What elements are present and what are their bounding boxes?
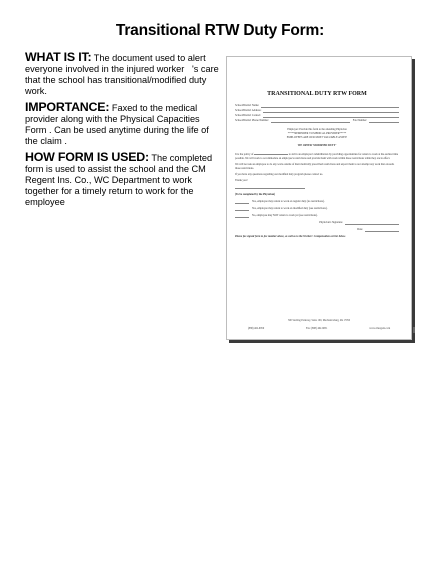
footer-fax: Fax: (888) 462-6851 <box>305 327 328 330</box>
option-modified-duty: Yes, employee may return to work on modified duty (see restrictions). <box>235 207 399 211</box>
form-title: TRANSITIONAL DUTY RTW FORM <box>267 91 367 97</box>
form-instructions: Employer: Provide this form to the attending Physician <box>287 128 347 131</box>
section-text: Faxed to the medical provider along with the Physical Capacities Form . Can be used anytime during the life of the claim . <box>25 103 209 146</box>
field-school-contact: School/District Contact: <box>235 114 399 118</box>
section-text: The completed form is used to assist the school and the CM Regent Ins. Co., WC Department to work together for a timely return to work for the employee <box>25 153 213 207</box>
section-what-is-it <box>25 52 223 97</box>
form-valuable: EMPLOYEES ARE OUR MOST VALUABLE ASSET! <box>286 136 348 139</box>
option-regular-duty: Yes, employee may return to work on regular duty (no restrictions). <box>235 200 399 204</box>
form-thumbnail <box>226 56 412 340</box>
field-school-name: School/District Name: <box>235 104 399 108</box>
footer-web: www.cmregent.com <box>369 327 391 330</box>
page-title: Transitional RTW Duty Form: <box>115 22 325 39</box>
option-no-return: No, employee may NOT return to work yet (see restrictions). <box>235 214 399 218</box>
footer-phone: (888) 462-6859 <box>247 327 265 330</box>
field-phone-fax: School/District Phone Number: Fax Number: <box>235 119 399 123</box>
physician-heading: (To be completed by the Physician) <box>235 193 275 196</box>
section-text: The document used to alert everyone involved in the injured worker 's care that the school has transitional/modified duty work. <box>25 53 219 96</box>
signature-row: Physician's Signature: <box>235 221 399 225</box>
section-importance <box>25 102 223 147</box>
form-policy: It is the policy of to aid in an employee's rehabilitation by providing opportunities for return to work at the earliest time possible. We will work to accommodate an employee's restrictions and provide them with work within those restrictions while they are in effect. <box>235 153 399 160</box>
date-row: Date: <box>235 228 399 232</box>
section-how-used <box>25 152 223 208</box>
section-heading: HOW FORM IS USED: <box>25 150 149 164</box>
field-school-address: School/District Address: <box>235 109 399 113</box>
form-offer: WE OFFER 'MODIFIED DUTY' <box>297 144 337 147</box>
return-note: Please fax signed form to fax number above, as well as to the Workers' Compensation carrier below. <box>235 235 346 238</box>
section-heading: IMPORTANCE: <box>25 100 110 114</box>
description-column <box>25 52 223 213</box>
footer-address: 300 Sterling Parkway, Suite 100, Mechanicsburg, PA 17050 <box>287 319 351 322</box>
form-thanks: Thank you! <box>235 179 248 182</box>
footer-contacts <box>227 327 411 331</box>
form-reminder: *****REMINDER TO MEDICAL PROVIDER***** <box>287 132 347 135</box>
page-edge-mark <box>413 327 415 333</box>
form-paragraph-2: We will not ask an employee to do any work outside of their medically prescribed restrictions and expect them to not attempt any work that exceeds those restrictions. <box>235 163 395 170</box>
form-paragraph-3: If you have any questions regarding our modified duty program please contact us. <box>235 173 323 176</box>
section-heading: WHAT IS IT: <box>25 50 92 64</box>
